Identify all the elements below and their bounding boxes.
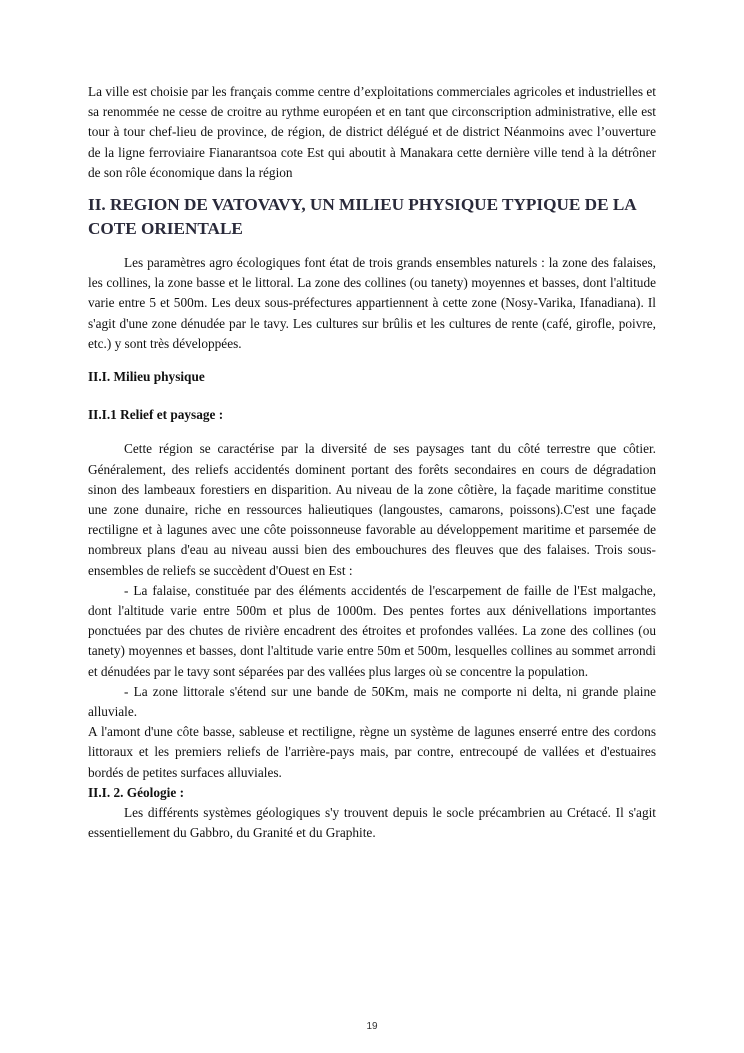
subsection-title: II.I. Milieu physique (88, 369, 205, 385)
relief-title: II.I.1 Relief et paysage : (88, 407, 224, 423)
relief-paragraph: Cette région se caractérise par la diversité de ses paysages tant du côté terrestre que côtier. Généralement, des reliefs accidentés dominent portant des forêts secondaires en cours de dégradation sinon des lambeaux forestiers en disparition. Au niveau de la zone côtière, la façade maritime constitue une zone dunaire, riche en ressources halieutiques (langoustes, camarons, poissons).C'est une façade rectiligne et à lagunes avec une côte poissonneuse favorable au développement maritime et parsemée de nombreux plans d'eau au niveau aussi bien des embouchures des fleuves que des falaises. Trois sous-ensembles de reliefs se succèdent d'Ouest en Est : (88, 441, 656, 578)
geologie-title: II.I. 2. Géologie : (88, 784, 185, 800)
falaise-paragraph: - La falaise, constituée par des éléments accidentés de l'escarpement de faille de l'Est malgache, dont l'altitude varie entre 500m et plus de 1000m. Des pentes fortes aux dénivellations importantes ponctuées par des chutes de rivière encadrent des étroites et profondes vallées. La zone des collines (ou tanety) moyennes et basses, dont l'altitude varie entre 50m et 500m, lesquelles collines au sommet arrondi et dénudées par le tavy sont séparées par des vallées plus larges où se concentre la population. (88, 582, 656, 679)
section-title: II. REGION DE VATOVAVY, UN MILIEU PHYSIQUE TYPIQUE DE LA COTE ORIENTALE (88, 195, 636, 239)
amont-paragraph: A l'amont d'une côte basse, sableuse et rectiligne, règne un système de lagunes enserré entre des cordons littoraux et les premiers reliefs de l'arrière-pays mais, par contre, entrecoupé de vallées et d'estuaires bordés de petites surfaces alluviales. (88, 724, 656, 780)
page-number: 19 (366, 1021, 378, 1032)
intro-paragraph: La ville est choisie par les français comme centre d’exploitations commerciales agricoles et industrielles et sa renommée ne cesse de croitre au rythme européen et en tant que circonscription administrative, elle est tour à tour chef-lieu de province, de région, de district délégué et de district Néanmoins avec l’ouverture de la ligne ferroviaire Fianarantsoa cote Est qui aboutit à Manakara cette dernière ville tend à la détrôner de son rôle économique dans la région (88, 84, 656, 180)
geologie-paragraph: Les différents systèmes géologiques s'y trouvent depuis le socle précambrien au Crétacé. Il s'agit essentiellement du Gabbro, du Granité et du Graphite. (88, 805, 656, 841)
section-paragraph: Les paramètres agro écologiques font état de trois grands ensembles naturels : la zone des falaises, les collines, la zone basse et le littoral. La zone des collines (ou tanety) moyennes et basses, dont l'altitude varie entre 5 et 500m. Les deux sous-préfectures appartiennent à cette zone (Nosy-Varika, Ifanadiana). Il s'agit d'une zone dénudée par le tavy. Les cultures sur brûlis et les cultures de rente (café, girofle, poivre, etc.) y sont très développées. (88, 255, 656, 351)
document-page (88, 82, 656, 844)
littorale-paragraph: - La zone littorale s'étend sur une bande de 50Km, mais ne comporte ni delta, ni grande plaine alluviale. (88, 683, 656, 720)
